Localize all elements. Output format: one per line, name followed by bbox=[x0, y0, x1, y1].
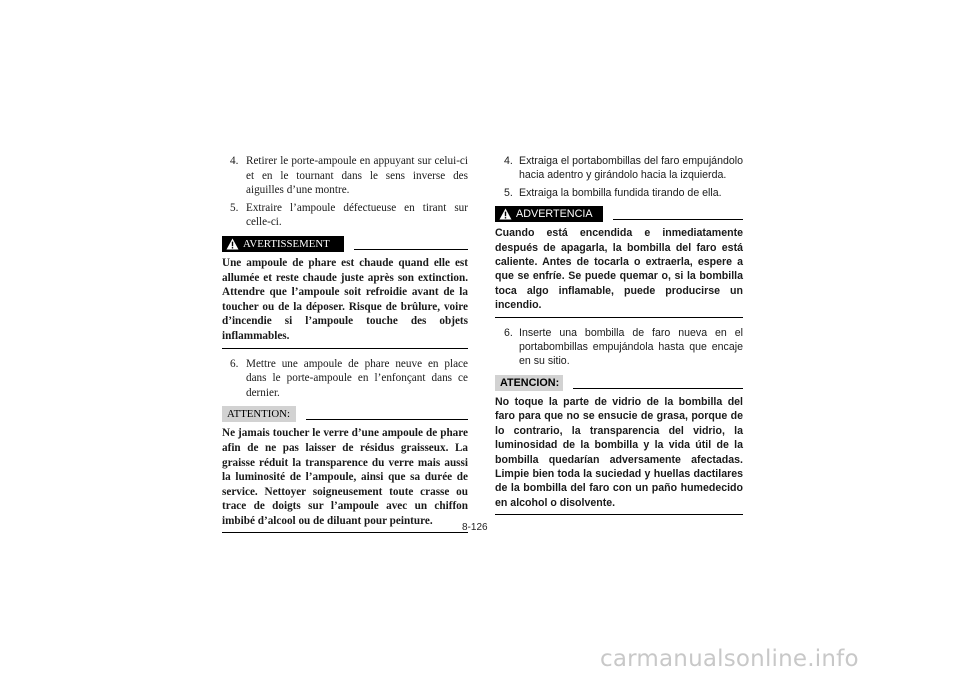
french-column bbox=[222, 154, 468, 541]
attention-label: ATTENTION: bbox=[227, 408, 290, 421]
fr-step-5 bbox=[222, 201, 468, 230]
step-text: Extraiga la bombilla fundida tirando de ella. bbox=[519, 186, 722, 199]
attention-badge bbox=[222, 406, 296, 422]
header-rule bbox=[573, 388, 743, 389]
fr-step-6 bbox=[222, 357, 468, 401]
es-step-4 bbox=[495, 154, 743, 183]
attention-label: ATENCION: bbox=[500, 376, 560, 389]
header-rule bbox=[354, 249, 468, 250]
es-attention-text: No toque la parte de vidrio de la bombilla del faro para que no se ensucie de grasa, porque de lo contrario, la transparencia del vidrio, la luminosidad de la bombilla y la vida útil de la bombilla quedarían adversamente afectadas. Limpie bien toda la suciedad y huellas dactilares de la bombilla del faro con un paño humedecido en alcohol o disolvente. bbox=[495, 395, 743, 515]
step-text: Mettre une ampoule de phare neuve en place dans le porte-ampoule en l’enfonçant dans ce dernier. bbox=[246, 357, 468, 399]
step-number: 6. bbox=[230, 357, 239, 370]
header-rule bbox=[306, 419, 468, 420]
step-number: 5. bbox=[504, 186, 513, 199]
fr-warning-header bbox=[222, 236, 468, 252]
step-number: 5. bbox=[230, 201, 239, 214]
step-text: Retirer le porte-ampoule en appuyant sur celui-ci et en le tournant dans le sens inverse des aiguilles d’une montre. bbox=[246, 155, 468, 197]
watermark: carmanualsonline.info bbox=[600, 646, 859, 672]
step-text: Inserte una bombilla de faro nueva en el portabombillas empujándola hasta que encaje en su sitio. bbox=[519, 326, 743, 368]
step-text: Extraire l’ampoule défectueuse en tirant sur celle-ci. bbox=[246, 201, 468, 229]
warning-badge bbox=[222, 236, 344, 252]
fr-step-4 bbox=[222, 154, 468, 198]
warning-label: AVERTISSEMENT bbox=[243, 237, 330, 250]
warning-triangle-icon bbox=[499, 208, 512, 220]
es-attention-header bbox=[495, 375, 743, 391]
es-step-5 bbox=[495, 186, 743, 200]
fr-warning-text: Une ampoule de phare est chaude quand elle est allumée et reste chaude juste après son extinction. Attendre que l’ampoule soit refroidie avant de la toucher ou de la déposer. Risque de brûlure, voire d’incendie si l’ampoule touche des objets inflammables. bbox=[222, 256, 468, 349]
attention-badge bbox=[495, 375, 563, 391]
header-rule bbox=[613, 219, 743, 220]
page-number: 8-126 bbox=[462, 522, 488, 533]
es-step-6 bbox=[495, 326, 743, 369]
step-number: 4. bbox=[230, 155, 239, 167]
fr-attention-header bbox=[222, 406, 468, 422]
spanish-column bbox=[495, 154, 743, 523]
step-text: Extraiga el portabombillas del faro empujándolo hacia adentro y girándolo hacia la izquierda. bbox=[519, 155, 743, 182]
fr-attention-text: Ne jamais toucher le verre d’une ampoule de phare afin de ne pas laisser de résidus graisseux. La graisse réduit la transparence du verre mais aussi la luminosité de l’ampoule, ainsi que sa durée de service. Nettoyer soigneusement toute crasse ou trace de doigts sur l’ampoule avec un chiffon imbibé d’alcool ou de diluant pour peinture. bbox=[222, 426, 468, 533]
step-number: 6. bbox=[504, 326, 513, 339]
es-warning-header bbox=[495, 206, 743, 222]
step-number: 4. bbox=[504, 155, 513, 167]
warning-badge bbox=[495, 206, 603, 222]
warning-label: ADVERTENCIA bbox=[516, 208, 593, 221]
es-warning-text: Cuando está encendida e inmediatamente después de apagarla, la bombilla del faro está caliente. Antes de tocarla o extraerla, espere a que se enfríe. Se puede quemar o, si la bombilla toca algo inflamable, puede producirse un incendio. bbox=[495, 226, 743, 317]
warning-triangle-icon bbox=[226, 238, 239, 250]
